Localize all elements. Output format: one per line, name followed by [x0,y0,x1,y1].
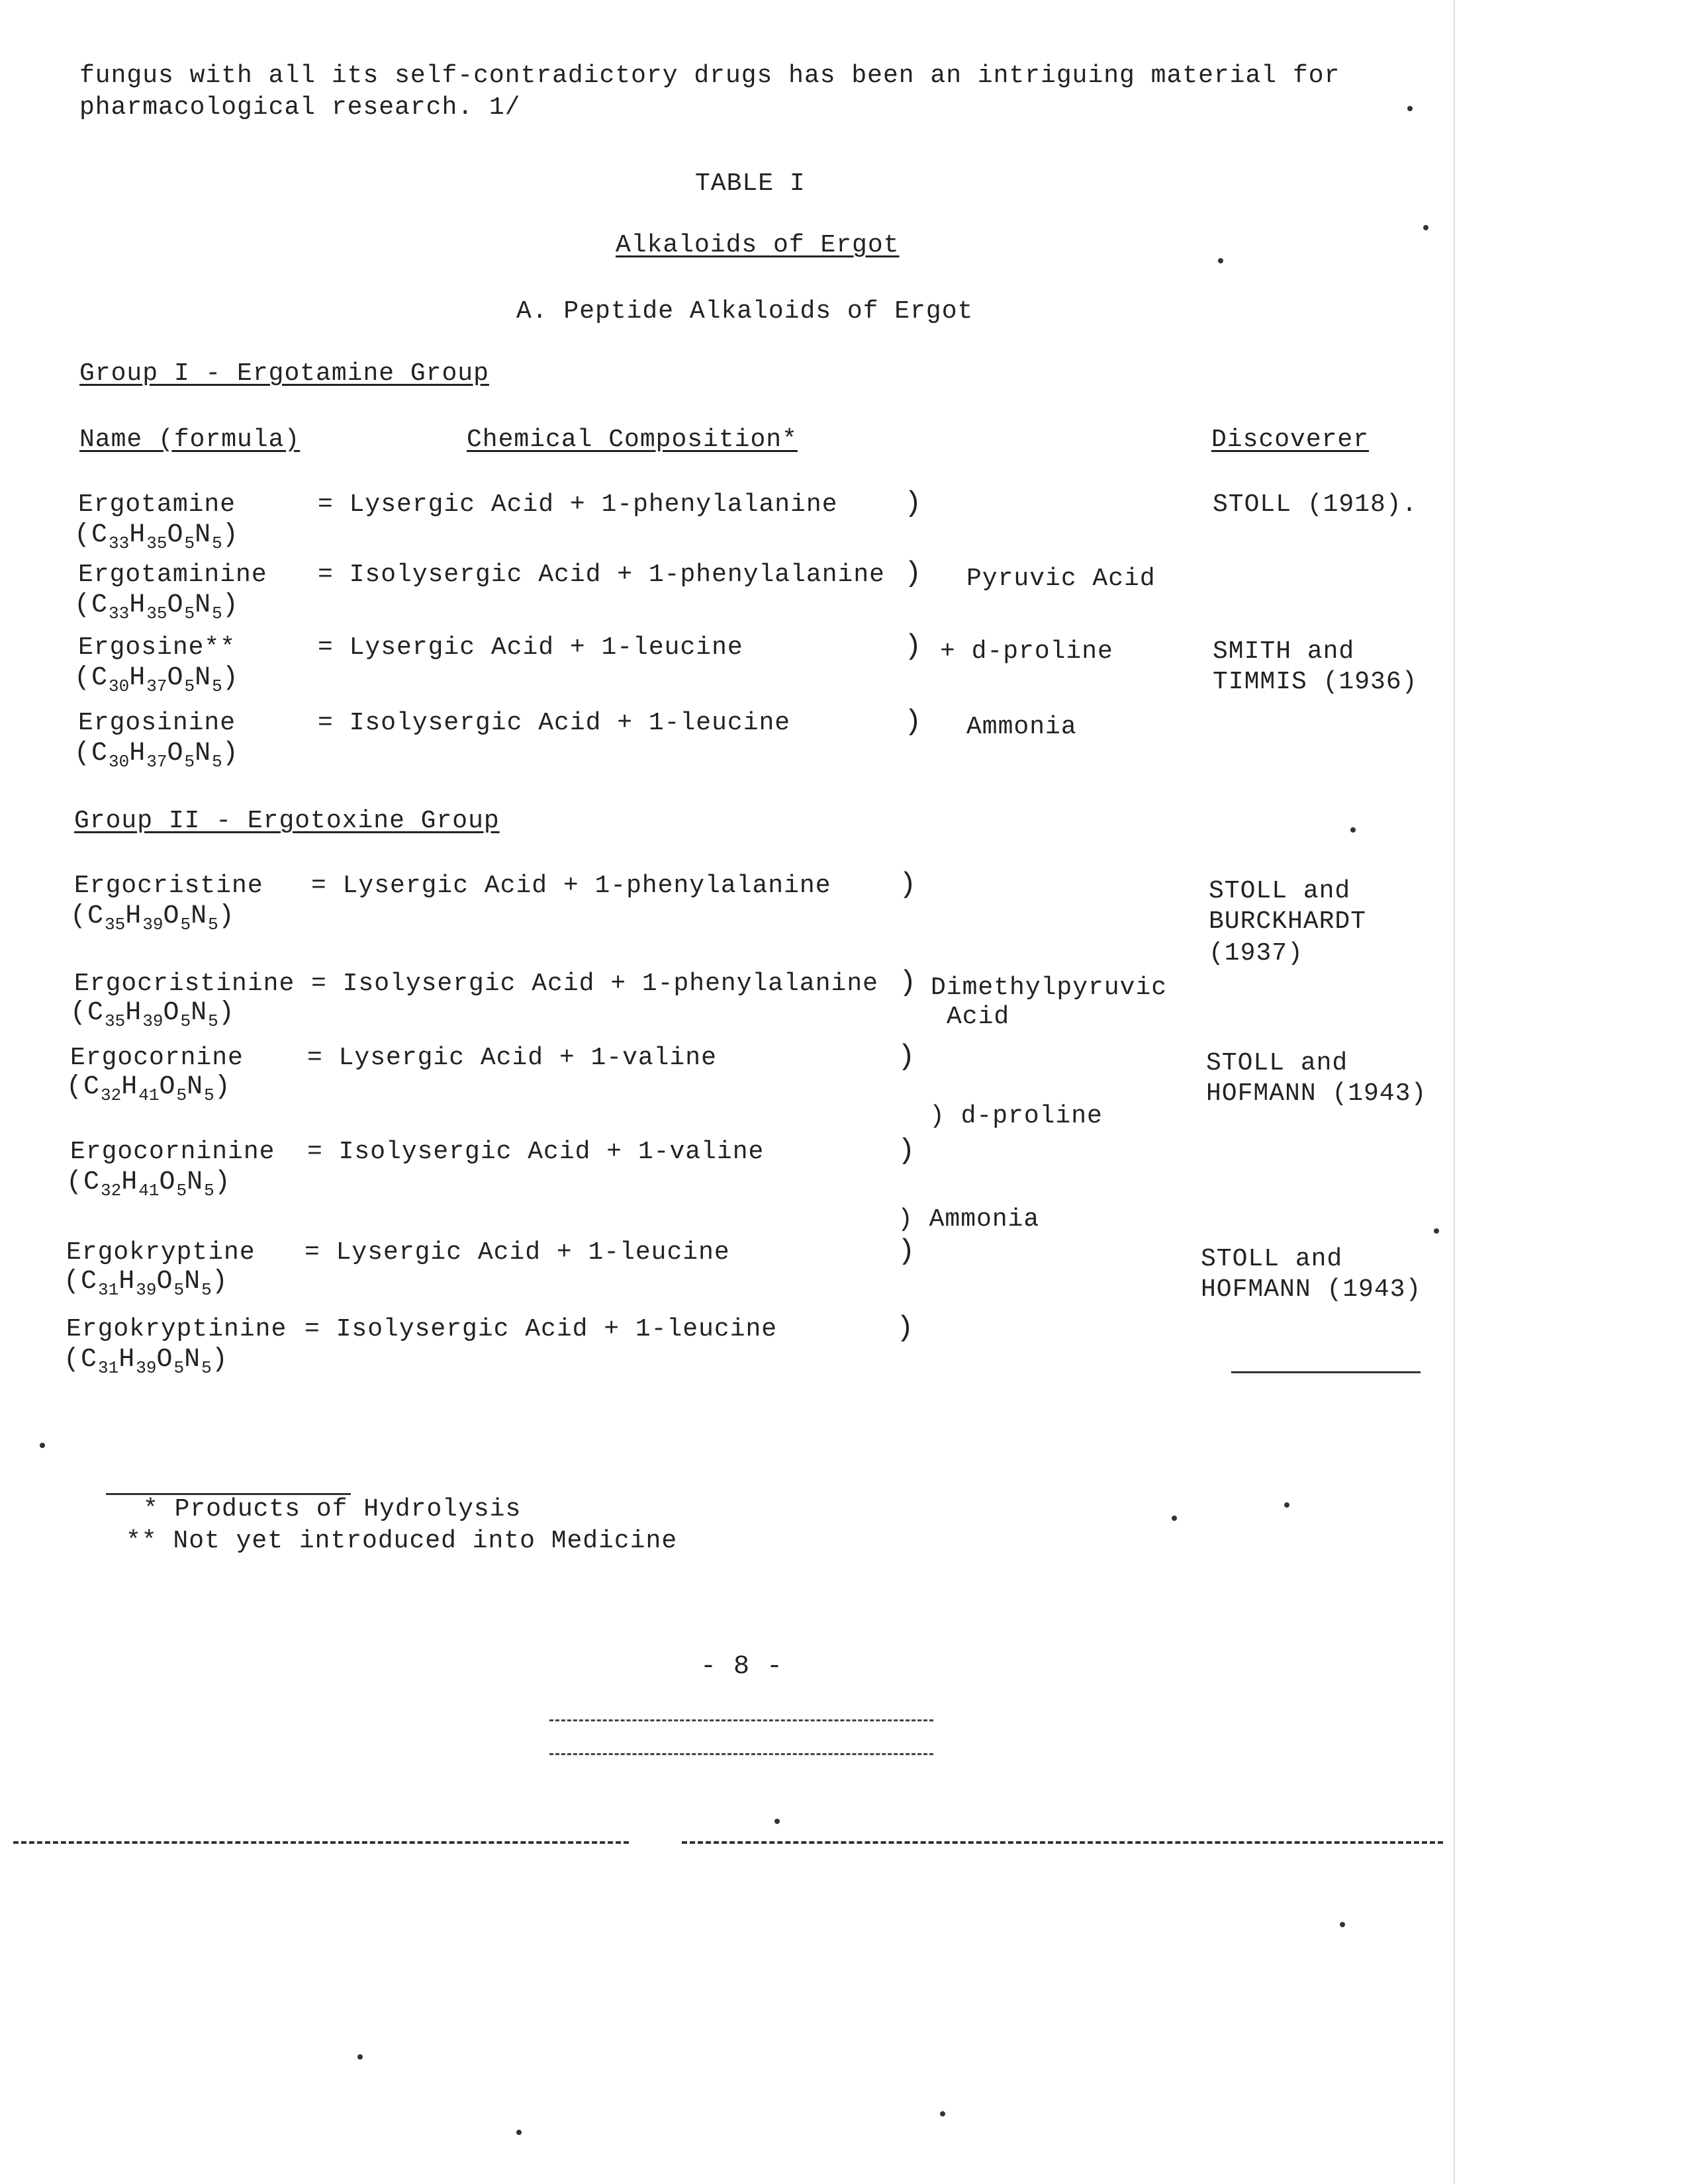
header-discoverer: Discoverer [1211,426,1370,454]
table-row-discoverer: HOFMANN (1943) [1206,1079,1427,1108]
table-row-formula: $(C_{31}H_{39}O_5N_5)$ [64,1345,229,1378]
bracket: ) [896,1312,915,1345]
table-row-name: Ergotamine [78,490,236,519]
footnote-2: ** Not yet introduced into Medicine [126,1527,678,1555]
hydrolysis-product: + d-proline [940,637,1113,666]
group-2-title: Group II - Ergotoxine Group [74,807,500,835]
header-name-formula: Name (formula) [79,426,301,454]
table-row-name: Ergocornine [70,1044,244,1072]
page-number: - 8 - [700,1652,784,1682]
table-row-formula: $(C_{32}H_{41}O_5N_5)$ [66,1167,232,1201]
scan-speck [1172,1516,1177,1521]
table-row-discoverer: SMITH and [1213,637,1355,666]
table-row-discoverer: BURCKHARDT [1209,907,1367,936]
table-row-name: Ergosinine [78,709,236,737]
table-row-formula: $(C_{35}H_{39}O_5N_5)$ [70,901,236,934]
table-row-name: Ergocorninine [70,1138,275,1166]
page-break-rule-right [682,1841,1443,1844]
table-row-composition: = Lysergic Acid + 1-leucine [304,1238,730,1267]
table-row-name: Ergocristine [74,872,263,900]
section-a-heading: A. Peptide Alkaloids of Ergot [516,297,974,326]
table-row-name: Ergokryptinine [66,1315,287,1343]
footnote-1: * Products of Hydrolysis [143,1495,522,1524]
scan-speck [1218,258,1223,263]
table-row-discoverer: TIMMIS (1936) [1213,668,1418,696]
table-row-discoverer: STOLL and [1201,1245,1343,1273]
hydrolysis-product: Ammonia [966,713,1077,741]
scan-speck [40,1443,45,1448]
bracket: ) [904,487,923,520]
table-row-discoverer: STOLL and [1209,877,1351,905]
bracket: ) [899,868,917,901]
scan-speck [1350,827,1356,833]
intro-line-1: fungus with all its self-contradictory drugs has been an intriguing material for [79,62,1340,90]
hydrolysis-product: ) d-proline [929,1102,1103,1130]
page-break-rule-left [13,1841,629,1844]
table-row-discoverer: HOFMANN (1943) [1201,1275,1422,1304]
intro-line-2: pharmacological research. 1/ [79,93,521,122]
bracket: ) [898,1040,916,1073]
scan-speck [1340,1922,1345,1927]
scan-speck [1434,1228,1439,1234]
bracket: ) [898,1235,916,1268]
table-row-formula: $(C_{33}H_{35}O_5N_5)$ [74,590,240,623]
table-row-discoverer: (1937) [1209,939,1303,968]
bracket: ) [899,966,917,999]
table-end-rule [1231,1371,1421,1373]
scan-speck [1284,1502,1289,1508]
header-chemical-composition: Chemical Composition* [467,426,798,454]
scan-speck [516,2130,522,2135]
hydrolysis-product-acid: Acid [947,1003,1010,1031]
scan-edge-line [1454,0,1455,2184]
scan-speck [1407,106,1413,111]
scan-speck [940,2111,945,2116]
table-row-discoverer: STOLL and [1206,1049,1348,1077]
table-row-composition: = Lysergic Acid + 1-phenylalanine [318,490,838,519]
table-row-composition: = Isolysergic Acid + 1-phenylalanine [311,970,878,998]
table-row-name: Ergosine** [78,633,236,662]
table-row-formula: $(C_{31}H_{39}O_5N_5)$ [64,1267,229,1300]
table-row-formula: $(C_{33}H_{35}O_5N_5)$ [74,520,240,553]
table-row-composition: = Isolysergic Acid + 1-leucine [304,1315,778,1343]
table-row-formula: $(C_{30}H_{37}O_5N_5)$ [74,739,240,772]
table-row-composition: = Isolysergic Acid + 1-valine [307,1138,765,1166]
group-1-title: Group I - Ergotamine Group [79,359,489,388]
table-label: TABLE I [695,169,806,198]
scan-speck [774,1819,780,1824]
bracket: ) [904,705,923,739]
table-title: Alkaloids of Ergot [616,231,900,259]
bracket: ) [904,557,923,590]
scan-speck [1423,225,1428,230]
table-row-name: Ergokryptine [66,1238,256,1267]
table-row-discoverer: STOLL (1918). [1213,490,1418,519]
hydrolysis-product: Pyruvic Acid [966,565,1156,593]
table-row-formula: $(C_{32}H_{41}O_5N_5)$ [66,1072,232,1105]
hydrolysis-product: ) Ammonia [898,1205,1040,1234]
table-row-composition: = Isolysergic Acid + 1-leucine [318,709,791,737]
table-row-composition: = Lysergic Acid + 1-phenylalanine [311,872,831,900]
table-row-composition: = Lysergic Acid + 1-valine [307,1044,717,1072]
table-row-composition: = Isolysergic Acid + 1-phenylalanine [318,561,885,589]
table-row-name: Ergocristinine [74,970,295,998]
table-row-formula: $(C_{35}H_{39}O_5N_5)$ [70,998,236,1031]
bracket: ) [898,1134,916,1167]
stamp-mark [549,1719,933,1755]
hydrolysis-product: Dimethylpyruvic [931,974,1168,1002]
table-row-composition: = Lysergic Acid + 1-leucine [318,633,743,662]
bracket: ) [904,630,923,663]
scan-speck [357,2054,363,2060]
table-row-name: Ergotaminine [78,561,267,589]
table-row-formula: $(C_{30}H_{37}O_5N_5)$ [74,663,240,696]
